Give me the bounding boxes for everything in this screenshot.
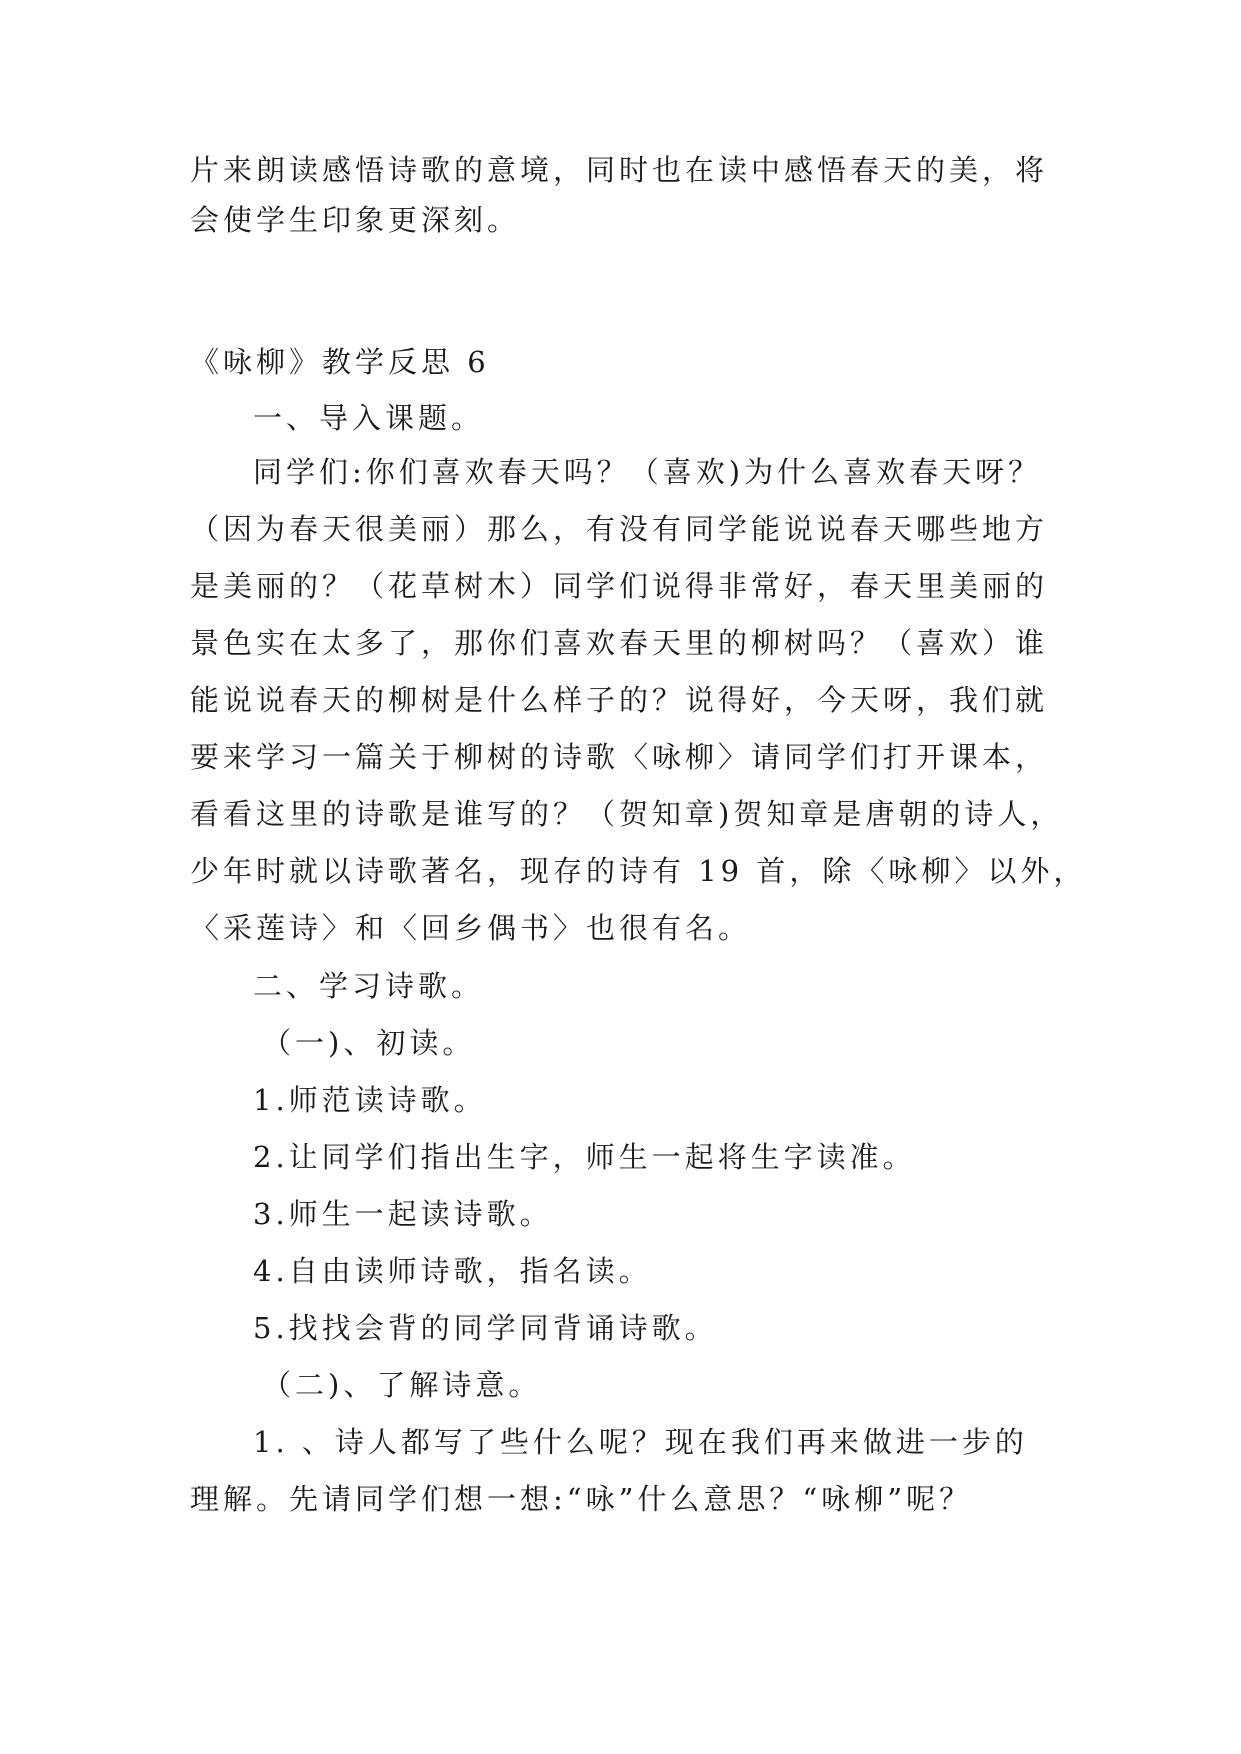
paragraph-line: 片来朗读感悟诗歌的意境，同时也在读中感悟春天的美，将 bbox=[190, 153, 1049, 187]
list-item: 3.师生一起读诗歌。 bbox=[253, 1197, 553, 1231]
list-item: 2.让同学们指出生字，师生一起将生字读准。 bbox=[253, 1140, 916, 1174]
paragraph-line: 少年时就以诗歌著名，现存的诗有 19 首，除〈咏柳〉以外， bbox=[190, 854, 1087, 888]
paragraph-line: 1. 、诗人都写了些什么呢？现在我们再来做进一步的 bbox=[253, 1425, 1028, 1459]
subsection-heading: （一)、初读。 bbox=[262, 1026, 476, 1060]
paragraph-line: 〈采莲诗〉和〈回乡偶书〉也很有名。 bbox=[190, 911, 752, 945]
paragraph-line: 能说说春天的柳树是什么样子的？说得好，今天呀，我们就 bbox=[190, 683, 1049, 717]
paragraph-line: 同学们:你们喜欢春天吗？（喜欢)为什么喜欢春天呀？ bbox=[253, 455, 1042, 489]
section-heading: 二、学习诗歌。 bbox=[253, 969, 485, 1003]
list-item: 5.找找会背的同学同背诵诗歌。 bbox=[253, 1311, 718, 1345]
paragraph-line: 要来学习一篇关于柳树的诗歌〈咏柳〉请同学们打开课本， bbox=[190, 740, 1049, 774]
section-heading: 一、导入课题。 bbox=[253, 401, 485, 435]
paragraph-line: 景色实在太多了，那你们喜欢春天里的柳树吗？（喜欢）谁 bbox=[190, 626, 1049, 660]
subsection-heading: （二)、了解诗意。 bbox=[262, 1368, 542, 1402]
paragraph-line: 看看这里的诗歌是谁写的？（贺知章)贺知章是唐朝的诗人， bbox=[190, 797, 1064, 831]
paragraph-line: （因为春天很美丽）那么，有没有同学能说说春天哪些地方 bbox=[190, 512, 1049, 546]
paragraph-line: 会使学生印象更深刻。 bbox=[190, 203, 521, 237]
paragraph-line: 是美丽的？（花草树木）同学们说得非常好，春天里美丽的 bbox=[190, 569, 1049, 603]
list-item: 4.自由读师诗歌，指名读。 bbox=[253, 1254, 652, 1288]
section-title: 《咏柳》教学反思 6 bbox=[190, 345, 490, 379]
paragraph-line: 理解。先请同学们想一想:“咏”什么意思？“咏柳”呢？ bbox=[190, 1482, 973, 1516]
list-item: 1.师范读诗歌。 bbox=[253, 1083, 487, 1117]
